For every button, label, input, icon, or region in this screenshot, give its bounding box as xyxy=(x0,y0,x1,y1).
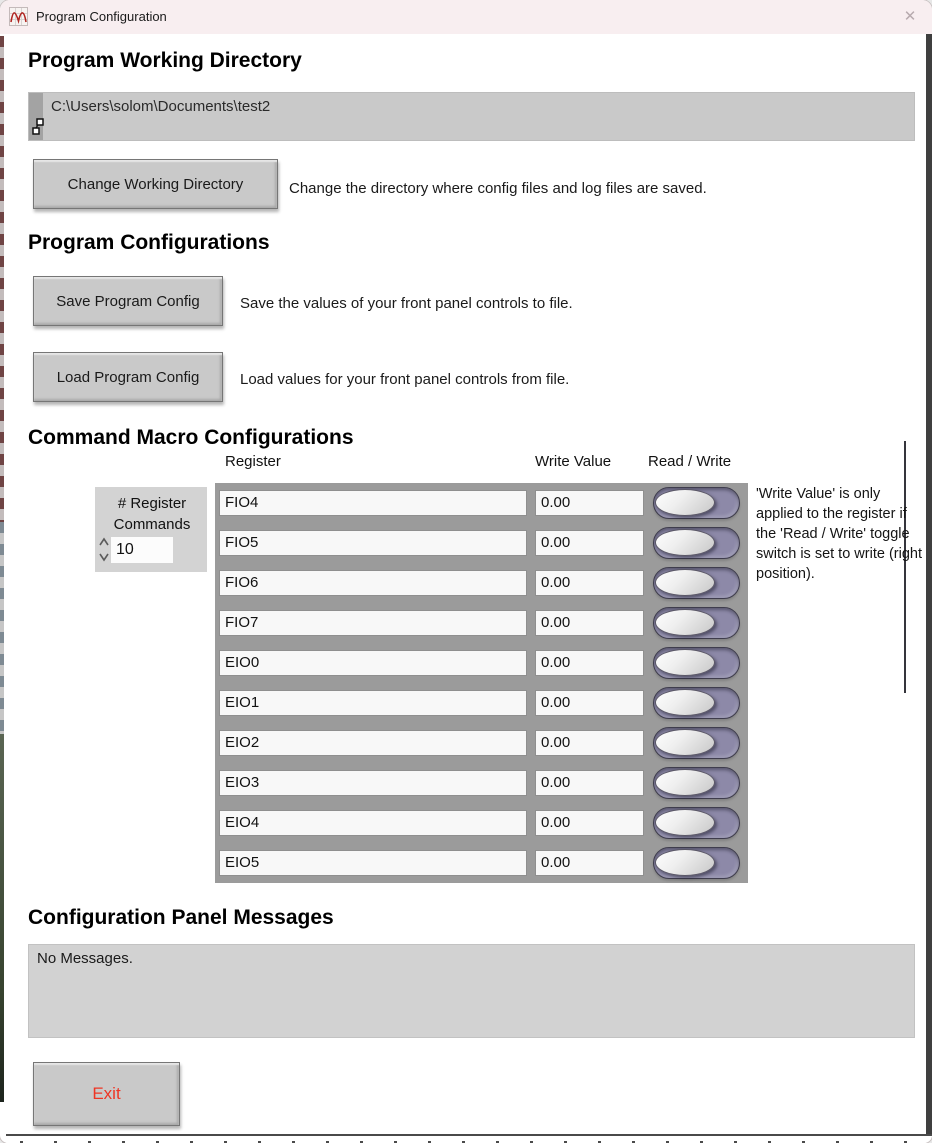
exit-button[interactable]: Exit xyxy=(33,1062,180,1126)
working-directory-heading: Program Working Directory xyxy=(28,49,302,72)
write-value-field[interactable]: 0.00 xyxy=(535,810,644,836)
register-commands-panel xyxy=(95,487,207,572)
command-macro-heading: Command Macro Configurations xyxy=(28,426,354,449)
toggle-knob xyxy=(655,529,715,556)
register-field[interactable]: FIO5 xyxy=(219,530,527,556)
toggle-knob xyxy=(655,649,715,676)
left-edge-decoration xyxy=(0,734,4,1102)
read-write-toggle[interactable] xyxy=(653,687,740,719)
table-row xyxy=(215,723,748,763)
waveform-app-icon xyxy=(9,7,28,26)
register-field[interactable]: EIO5 xyxy=(219,850,527,876)
table-row xyxy=(215,603,748,643)
write-value-field[interactable]: 0.00 xyxy=(535,650,644,676)
write-value-field[interactable]: 0.00 xyxy=(535,530,644,556)
working-directory-path[interactable]: C:\Users\solom\Documents\test2 xyxy=(51,98,271,115)
register-field[interactable]: FIO7 xyxy=(219,610,527,636)
toggle-knob xyxy=(655,809,715,836)
read-write-toggle[interactable] xyxy=(653,847,740,879)
register-field[interactable]: EIO4 xyxy=(219,810,527,836)
register-field[interactable]: FIO6 xyxy=(219,570,527,596)
toggle-knob xyxy=(655,489,715,516)
left-edge-decoration xyxy=(0,36,4,522)
table-row xyxy=(215,763,748,803)
messages-box[interactable]: No Messages. xyxy=(28,944,915,1038)
messages-heading: Configuration Panel Messages xyxy=(28,906,334,929)
register-field[interactable]: FIO4 xyxy=(219,490,527,516)
table-row xyxy=(215,843,748,883)
program-configurations-heading: Program Configurations xyxy=(28,231,270,254)
right-edge-decoration xyxy=(926,34,932,1134)
table-row xyxy=(215,683,748,723)
register-commands-label: # Register Commands xyxy=(113,495,191,533)
write-value-column-header: Write Value xyxy=(535,453,612,470)
toggle-knob xyxy=(655,729,715,756)
toggle-knob xyxy=(655,689,715,716)
load-program-config-button[interactable]: Load Program Config xyxy=(33,352,223,402)
change-directory-description: Change the directory where config files and log files are saved. xyxy=(289,180,707,197)
table-row xyxy=(215,523,748,563)
change-working-directory-button[interactable]: Change Working Directory xyxy=(33,159,278,209)
write-value-field[interactable]: 0.00 xyxy=(535,690,644,716)
working-directory-path-control[interactable] xyxy=(28,92,915,141)
write-value-field[interactable]: 0.00 xyxy=(535,570,644,596)
increment-decrement-spinner[interactable] xyxy=(98,536,110,564)
read-write-toggle[interactable] xyxy=(653,567,740,599)
table-row xyxy=(215,643,748,683)
path-browse-icon xyxy=(24,118,48,141)
write-value-field[interactable]: 0.00 xyxy=(535,850,644,876)
read-write-column-header: Read / Write xyxy=(648,453,732,470)
save-config-description: Save the values of your front panel controls to file. xyxy=(240,295,573,312)
table-row xyxy=(215,483,748,523)
register-field[interactable]: EIO0 xyxy=(219,650,527,676)
toggle-knob xyxy=(655,769,715,796)
save-program-config-button[interactable]: Save Program Config xyxy=(33,276,223,326)
path-browse-strip[interactable] xyxy=(29,93,43,140)
write-value-field[interactable]: 0.00 xyxy=(535,730,644,756)
toggle-knob xyxy=(655,609,715,636)
load-config-description: Load values for your front panel controls from file. xyxy=(240,371,570,388)
close-icon[interactable]: ✕ xyxy=(903,8,917,25)
register-column-header: Register xyxy=(225,453,281,470)
register-field[interactable]: EIO3 xyxy=(219,770,527,796)
read-write-toggle[interactable] xyxy=(653,807,740,839)
bottom-ruler-decoration xyxy=(6,1134,932,1143)
read-write-toggle[interactable] xyxy=(653,527,740,559)
read-write-toggle[interactable] xyxy=(653,727,740,759)
register-commands-input[interactable]: 10 xyxy=(111,537,173,563)
write-value-field[interactable]: 0.00 xyxy=(535,770,644,796)
toggle-knob xyxy=(655,849,715,876)
read-write-toggle[interactable] xyxy=(653,647,740,679)
register-field[interactable]: EIO1 xyxy=(219,690,527,716)
write-value-field[interactable]: 0.00 xyxy=(535,490,644,516)
table-row xyxy=(215,563,748,603)
read-write-toggle[interactable] xyxy=(653,767,740,799)
title-bar xyxy=(0,0,932,34)
read-write-note: 'Write Value' is only applied to the register if the 'Read / Write' toggle switch is set to write (right position). xyxy=(756,486,922,582)
table-row xyxy=(215,803,748,843)
left-edge-decoration xyxy=(0,522,4,734)
window-title: Program Configuration xyxy=(36,9,167,24)
write-value-field[interactable]: 0.00 xyxy=(535,610,644,636)
toggle-knob xyxy=(655,569,715,596)
macro-table xyxy=(215,483,748,883)
register-field[interactable]: EIO2 xyxy=(219,730,527,756)
read-write-toggle[interactable] xyxy=(653,487,740,519)
read-write-toggle[interactable] xyxy=(653,607,740,639)
